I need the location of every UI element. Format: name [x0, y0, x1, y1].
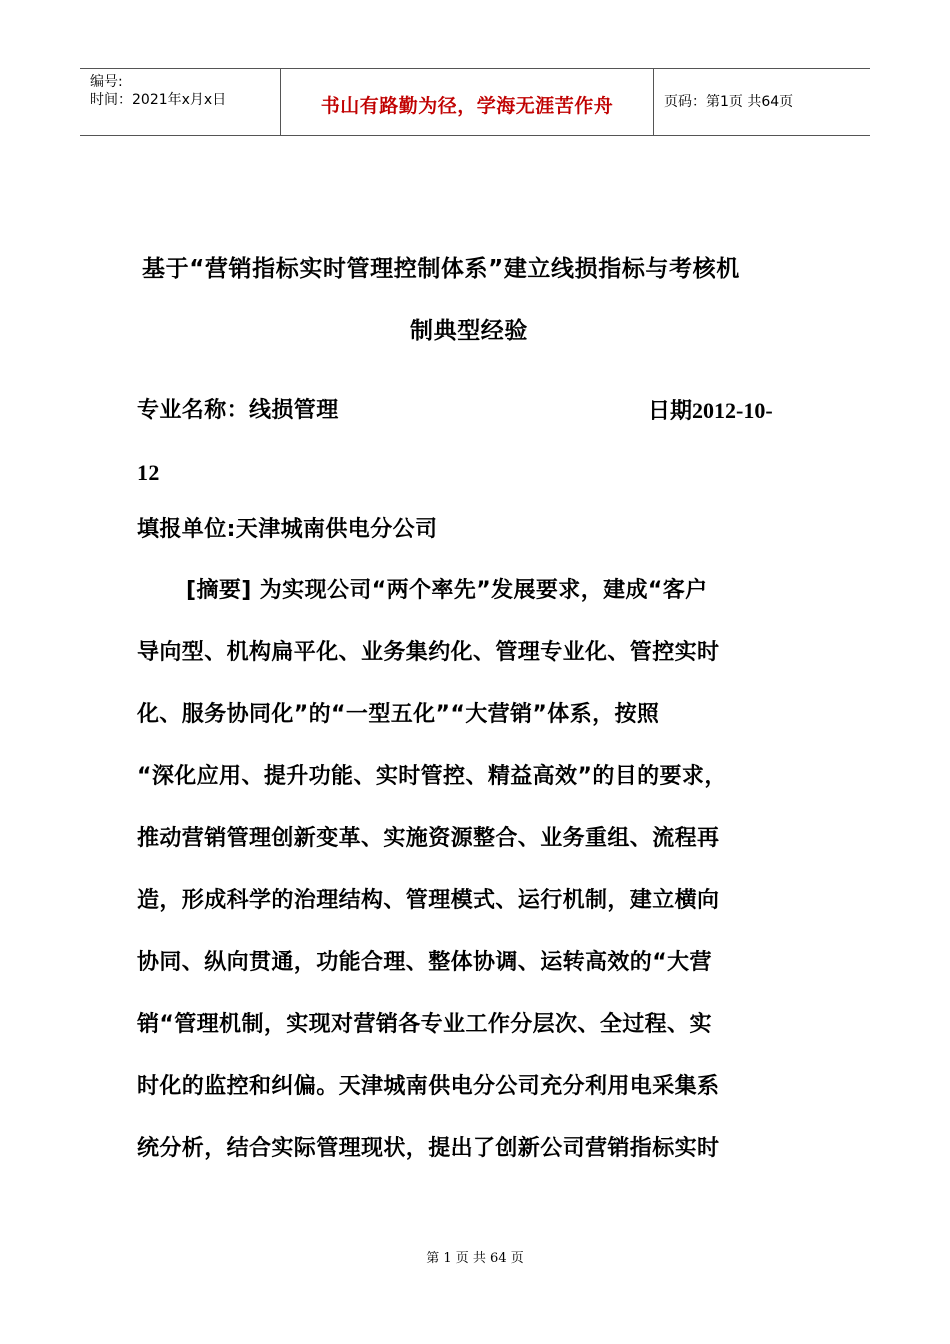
abstract-line: 销“管理机制，实现对营销各专业工作分层次、全过程、实 [137, 1012, 712, 1037]
abstract-line: 导向型、机构扁平化、业务集约化、管理专业化、管控实时 [137, 640, 720, 665]
time-label: 时间：2021年x月x日 [90, 92, 227, 108]
page-footer: 第 1 页 共 64 页 [426, 1251, 524, 1266]
date-label: 日期 [648, 399, 693, 424]
abstract-line: 造，形成科学的治理结构、管理模式、运行机制，建立横向 [137, 888, 720, 913]
motto-text: 书山有路勤为径，学海无涯苦作舟 [320, 95, 614, 117]
document-title-line-2: 制典型经验 [410, 318, 528, 344]
abstract-line: 化、服务协同化”的“一型五化”“大营销”体系，按照 [137, 702, 660, 727]
abstract-line: “深化应用、提升功能、实时管控、精益高效”的目的要求， [137, 764, 727, 789]
abstract-tag: [摘要] [186, 578, 252, 603]
abstract-line: 统分析，结合实际管理现状，提出了创新公司营销指标实时 [137, 1136, 720, 1161]
header-info-cell [80, 69, 281, 135]
abstract-line: 为实现公司“两个率先”发展要求，建成“客户 [251, 578, 708, 603]
abstract-line: 推动营销管理创新变革、实施资源整合、业务重组、流程再 [137, 826, 720, 851]
document-header-table [80, 68, 870, 136]
reporting-unit: 填报单位:天津城南供电分公司 [137, 517, 438, 542]
specialty-label: 专业名称：线损管理 [137, 398, 339, 423]
number-label: 编号: [90, 74, 123, 90]
date-value-part2: 12 [137, 460, 160, 485]
page-label: 页码：第1页 共64页 [664, 94, 794, 110]
date-field [648, 397, 773, 426]
header-page-cell [654, 69, 870, 135]
abstract-first-line [186, 577, 708, 605]
document-title-line-1: 基于“营销指标实时管理控制体系”建立线损指标与考核机 [142, 256, 740, 282]
date-value-part1: 2012-10- [692, 398, 773, 423]
abstract-line: 时化的监控和纠偏。天津城南供电分公司充分利用电采集系 [137, 1074, 720, 1099]
abstract-line: 协同、纵向贯通，功能合理、整体协调、运转高效的“大营 [137, 950, 712, 975]
header-motto-cell [281, 69, 654, 135]
